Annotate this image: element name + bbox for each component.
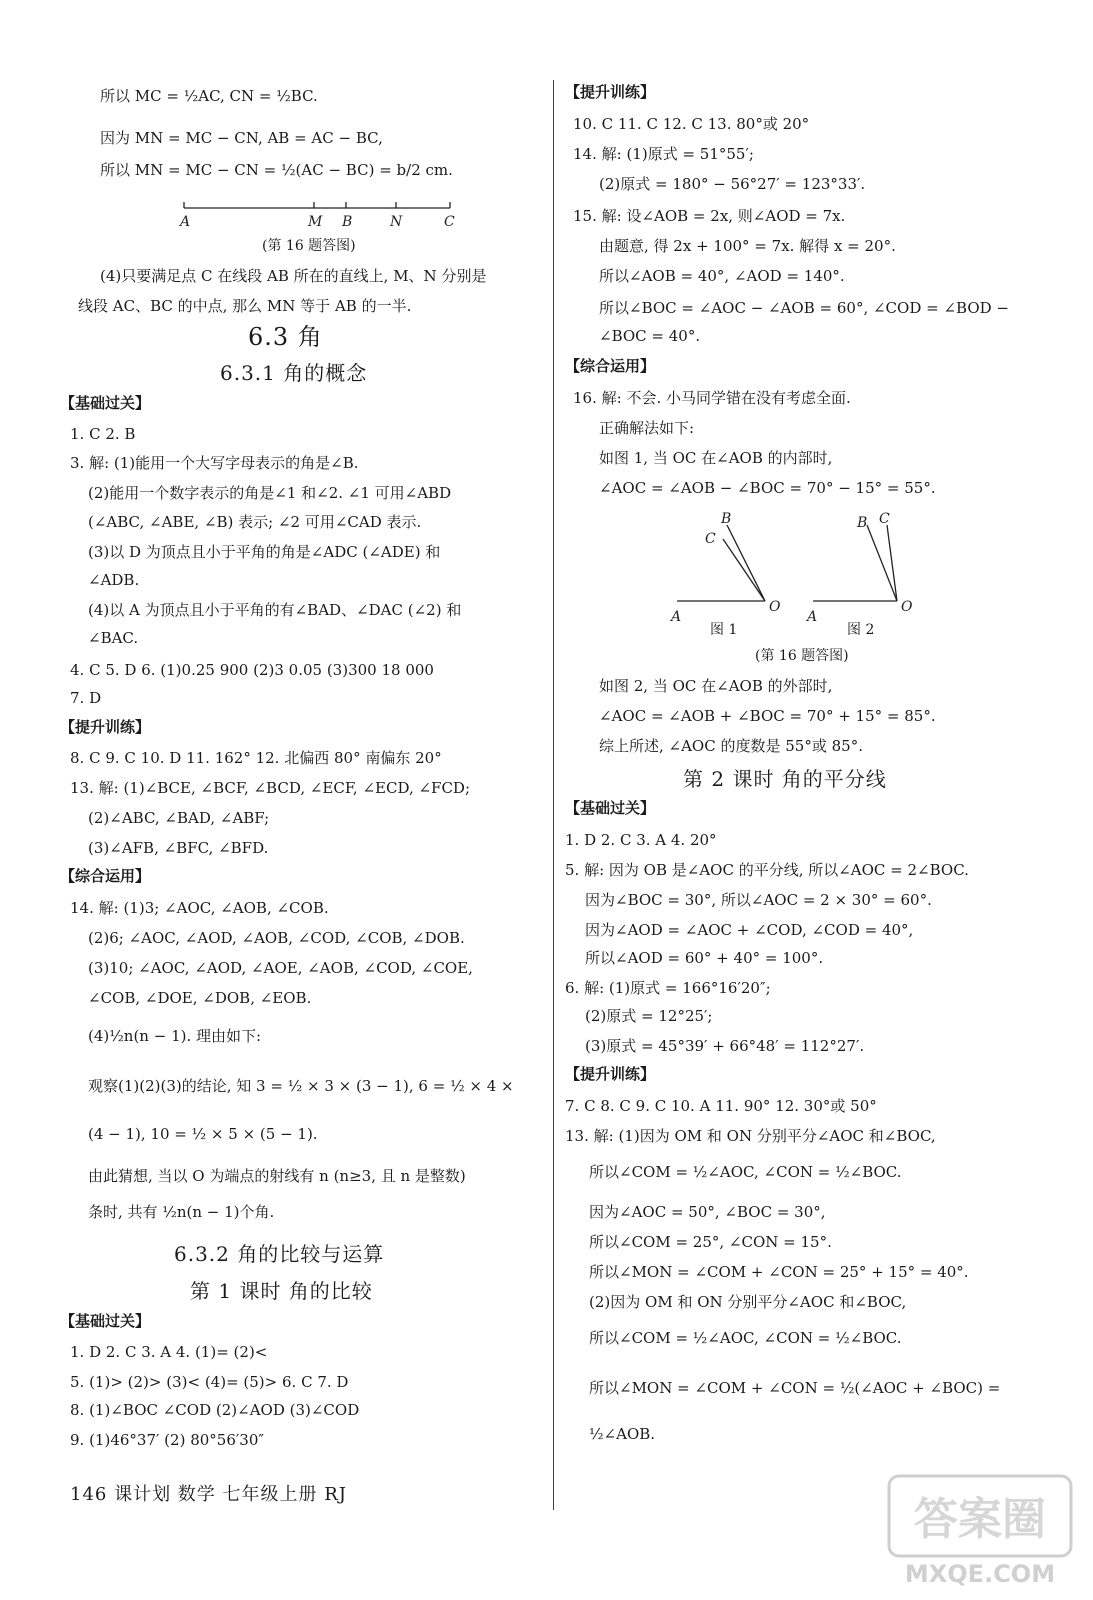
label-o: O xyxy=(769,599,781,615)
label-b: B xyxy=(721,511,732,527)
text-line: (3)原式 = 45°39′ + 66°48′ = 112°27′. xyxy=(585,1037,865,1055)
label-a: A xyxy=(180,214,191,230)
text-line: 7. C 8. C 9. C 10. A 11. 90° 12. 30°或 50° xyxy=(565,1097,877,1115)
text-line: 13. 解: (1)∠BCE, ∠BCF, ∠BCD, ∠ECF, ∠ECD, ∠FCD; xyxy=(70,779,471,797)
text-line: 8. (1)∠BOC ∠COD (2)∠AOD (3)∠COD xyxy=(70,1401,360,1419)
text-line: 14. 解: (1)3; ∠AOC, ∠AOB, ∠COB. xyxy=(70,899,329,917)
text-line: (4)以 A 为顶点且小于平角的有∠BAD、∠DAC (∠2) 和 xyxy=(88,601,462,619)
text-line: 所以∠COM = 25°, ∠CON = 15°. xyxy=(589,1233,832,1251)
text-line: ∠COB, ∠DOE, ∠DOB, ∠EOB. xyxy=(88,989,312,1007)
text-line: 因为∠AOD = ∠AOC + ∠COD, ∠COD = 40°, xyxy=(585,921,914,939)
section-label: 【提升训练】 xyxy=(565,83,656,101)
text-line: (3)10; ∠AOC, ∠AOD, ∠AOE, ∠AOB, ∠COD, ∠COE, xyxy=(88,959,473,977)
text-line: 因为∠AOC = 50°, ∠BOC = 30°, xyxy=(589,1203,826,1221)
lesson-title: 第 1 课时 角的比较 xyxy=(190,1279,373,1303)
text-line: 14. 解: (1)原式 = 51°55′; xyxy=(573,145,754,163)
label-c: C xyxy=(705,531,716,547)
section-label: 【提升训练】 xyxy=(565,1065,656,1083)
text-line: ∠BAC. xyxy=(88,629,139,647)
text-line: (2)能用一个数字表示的角是∠1 和∠2. ∠1 可用∠ABD xyxy=(88,484,452,502)
text-line: 所以 MN = MC − CN = ½(AC − BC) = b/2 cm. xyxy=(100,161,453,179)
text-line: 所以∠AOB = 40°, ∠AOD = 140°. xyxy=(599,267,845,285)
section-label: 【基础过关】 xyxy=(60,394,151,412)
text-line: (2)6; ∠AOC, ∠AOD, ∠AOB, ∠COD, ∠COB, ∠DOB. xyxy=(88,929,465,947)
label-m: M xyxy=(308,214,323,230)
text-line: (4)½n(n − 1). 理由如下: xyxy=(88,1027,262,1045)
text-line: 4. C 5. D 6. (1)0.25 900 (2)3 0.05 (3)300 18 000 xyxy=(70,661,434,679)
angle-figure-2 xyxy=(805,505,925,625)
text-line: (∠ABC, ∠ABE, ∠B) 表示; ∠2 可用∠CAD 表示. xyxy=(88,513,422,531)
figure-caption: (第 16 题答图) xyxy=(262,238,356,254)
text-line: 13. 解: (1)因为 OM 和 ON 分别平分∠AOC 和∠BOC, xyxy=(565,1127,936,1145)
segment-diagram xyxy=(170,196,460,232)
text-line: 6. 解: (1)原式 = 166°16′20″; xyxy=(565,979,771,997)
text-line: 5. (1)> (2)> (3)< (4)= (5)> 6. C 7. D xyxy=(70,1373,349,1391)
text-line: 所以∠BOC = ∠AOC − ∠AOB = 60°, ∠COD = ∠BOD − xyxy=(599,299,1009,317)
text-line: 观察(1)(2)(3)的结论, 知 3 = ½ × 3 × (3 − 1), 6 = ½ × 4 × xyxy=(88,1077,514,1095)
text-line: 所以∠AOD = 60° + 40° = 100°. xyxy=(585,949,824,967)
subsection-title: 6.3.1 角的概念 xyxy=(220,361,368,385)
figure-label-1: 图 1 xyxy=(710,622,738,638)
text-line: ∠AOC = ∠AOB − ∠BOC = 70° − 15° = 55°. xyxy=(599,479,936,497)
text-line: 9. (1)46°37′ (2) 80°56′30″ xyxy=(70,1431,264,1449)
text-line: 条时, 共有 ½n(n − 1)个角. xyxy=(88,1203,275,1221)
text-line: 所以∠MON = ∠COM + ∠CON = ½(∠AOC + ∠BOC) = xyxy=(589,1379,1001,1397)
text-line: 10. C 11. C 12. C 13. 80°或 20° xyxy=(573,115,810,133)
text-line: (2)因为 OM 和 ON 分别平分∠AOC 和∠BOC, xyxy=(589,1293,907,1311)
text-line: 如图 2, 当 OC 在∠AOB 的外部时, xyxy=(599,677,833,695)
text-line: 5. 解: 因为 OB 是∠AOC 的平分线, 所以∠AOC = 2∠BOC. xyxy=(565,861,969,879)
text-line: 正确解法如下: xyxy=(599,419,695,437)
text-line: 15. 解: 设∠AOB = 2x, 则∠AOD = 7x. xyxy=(573,207,846,225)
label-c: C xyxy=(879,511,890,527)
text-line: 由题意, 得 2x + 100° = 7x. 解得 x = 20°. xyxy=(599,237,896,255)
section-label: 【基础过关】 xyxy=(565,799,656,817)
text-line: (3)∠AFB, ∠BFC, ∠BFD. xyxy=(88,839,269,857)
label-a: A xyxy=(671,609,682,625)
section-label: 【基础过关】 xyxy=(60,1312,151,1330)
text-line: (3)以 D 为顶点且小于平角的角是∠ADC (∠ADE) 和 xyxy=(88,543,441,561)
label-c: C xyxy=(444,214,455,230)
text-line: ∠AOC = ∠AOB + ∠BOC = 70° + 15° = 85°. xyxy=(599,707,936,725)
lesson-title: 第 2 课时 角的平分线 xyxy=(683,767,887,791)
text-line: 7. D xyxy=(70,689,102,707)
text-line: 1. D 2. C 3. A 4. 20° xyxy=(565,831,717,849)
text-line: 综上所述, ∠AOC 的度数是 55°或 85°. xyxy=(599,737,863,755)
text-line: 3. 解: (1)能用一个大写字母表示的角是∠B. xyxy=(70,454,359,472)
text-line: (4 − 1), 10 = ½ × 5 × (5 − 1). xyxy=(88,1125,318,1143)
watermark-url: MXQE.COM xyxy=(904,1560,1056,1588)
figure-caption: (第 16 题答图) xyxy=(755,648,849,664)
text-line: 所以∠COM = ½∠AOC, ∠CON = ½∠BOC. xyxy=(589,1329,902,1347)
section-label: 【提升训练】 xyxy=(60,718,151,736)
subsection-title: 6.3.2 角的比较与运算 xyxy=(174,1242,385,1266)
text-line: 线段 AC、BC 的中点, 那么 MN 等于 AB 的一半. xyxy=(78,297,412,315)
text-line: 所以∠COM = ½∠AOC, ∠CON = ½∠BOC. xyxy=(589,1163,902,1181)
figure-label-2: 图 2 xyxy=(847,622,875,638)
label-b: B xyxy=(342,214,353,230)
text-line: 1. C 2. B xyxy=(70,425,136,443)
text-line: 8. C 9. C 10. D 11. 162° 12. 北偏西 80° 南偏东 20° xyxy=(70,749,442,767)
label-b: B xyxy=(857,515,868,531)
text-line: ∠ADB. xyxy=(88,571,140,589)
text-line: (2)∠ABC, ∠BAD, ∠ABF; xyxy=(88,809,270,827)
text-line: 16. 解: 不会. 小马同学错在没有考虑全面. xyxy=(573,389,851,407)
text-line: 因为 MN = MC − CN, AB = AC − BC, xyxy=(100,129,383,147)
text-line: 所以 MC = ½AC, CN = ½BC. xyxy=(100,87,318,105)
text-line: (2)原式 = 12°25′; xyxy=(585,1007,713,1025)
text-line: 由此猜想, 当以 O 为端点的射线有 n (n≥3, 且 n 是整数) xyxy=(88,1167,466,1185)
page-footer: 146 课计划 数学 七年级上册 RJ xyxy=(70,1484,348,1505)
section-label: 【综合运用】 xyxy=(60,867,151,885)
watermark-logo xyxy=(885,1470,1075,1590)
label-a: A xyxy=(807,609,818,625)
text-line: 因为∠BOC = 30°, 所以∠AOC = 2 × 30° = 60°. xyxy=(585,891,932,909)
text-line: ∠BOC = 40°. xyxy=(599,327,701,345)
text-line: (4)只要满足点 C 在线段 AB 所在的直线上, M、N 分别是 xyxy=(100,267,487,285)
text-line: (2)原式 = 180° − 56°27′ = 123°33′. xyxy=(599,175,866,193)
text-line: ½∠AOB. xyxy=(589,1425,656,1443)
watermark-text: 答案圈 xyxy=(914,1494,1046,1545)
section-label: 【综合运用】 xyxy=(565,357,656,375)
section-title: 6.3 角 xyxy=(248,323,323,351)
text-line: 如图 1, 当 OC 在∠AOB 的内部时, xyxy=(599,449,833,467)
text-line: 所以∠MON = ∠COM + ∠CON = 25° + 15° = 40°. xyxy=(589,1263,969,1281)
label-n: N xyxy=(390,214,403,230)
column-divider xyxy=(553,80,554,1510)
label-o: O xyxy=(901,599,913,615)
angle-figure-1 xyxy=(665,505,795,625)
text-line: 1. D 2. C 3. A 4. (1)= (2)< xyxy=(70,1343,268,1361)
